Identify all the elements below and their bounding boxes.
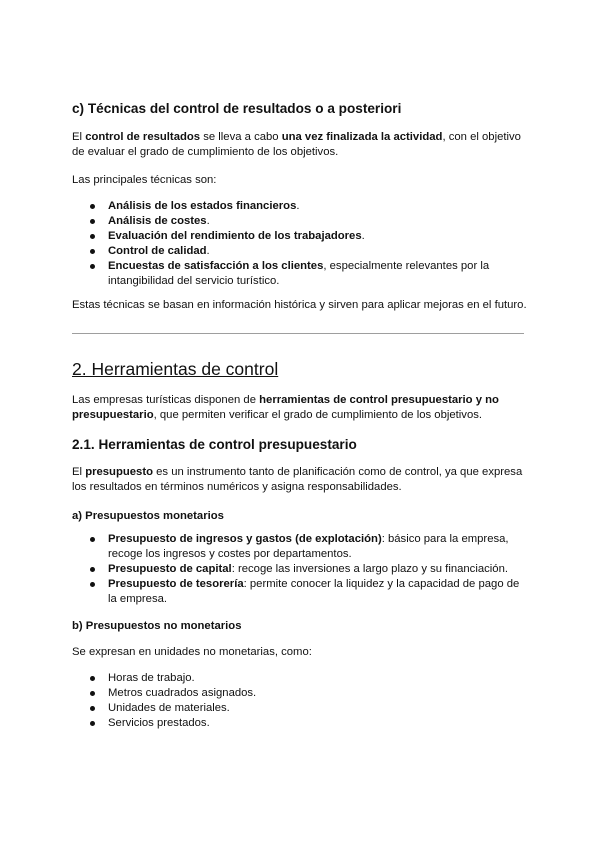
text-run: se lleva a cabo [200,131,282,143]
section-c-heading: c) Técnicas del control de resultados o a posteriori [72,101,402,116]
text-run: . [296,200,300,212]
non-monetary-budgets-label: b) Presupuestos no monetarios [72,620,242,632]
text-run: El [72,131,86,143]
section-c-intro [72,130,532,160]
text-run: . [206,215,210,227]
text-run: , con el objetivo de evaluar el grado de cumplimiento de los objetivos. [72,131,521,158]
list-item [90,562,530,577]
text-run: . [361,230,365,242]
non-monetary-lead: Se expresan en unidades no monetarias, como: [72,646,312,658]
list-item [90,532,530,562]
text-run: El [72,466,86,478]
techniques-list [90,199,530,289]
section-2-1-heading: 2.1. Herramientas de control presupuestario [72,437,357,452]
text-run: Las empresas turísticas disponen de [72,394,260,406]
list-item [90,229,530,244]
text-run: : básico para la empresa, recoge los ingresos y costes por departamentos. [108,533,509,560]
text-run: : recoge las inversiones a largo plazo y su financiación. [231,563,508,575]
monetary-budgets-label: a) Presupuestos monetarios [72,510,224,522]
bold-run: Análisis de los estados financieros [108,200,297,212]
list-item [90,259,530,289]
section-2-heading: 2. Herramientas de control [72,359,279,379]
list-item: Unidades de materiales. [90,701,530,716]
list-item [90,244,530,259]
text-run: , que permiten verificar el grado de cumplimiento de los objetivos. [153,409,483,421]
list-item: Horas de trabajo. [90,671,530,686]
list-item: Metros cuadrados asignados. [90,686,530,701]
section-2-1-intro [72,465,532,495]
non-monetary-list [90,671,530,731]
bold-run: control de resultados [85,131,201,143]
bold-run: Evaluación del rendimiento de los trabajadores [108,230,362,242]
list-item [90,577,530,607]
bold-run: Presupuesto de ingresos y gastos (de explotación) [108,533,382,545]
list-item [90,214,530,229]
bold-run: Presupuesto de capital [108,563,232,575]
bold-run: Encuestas de satisfacción a los clientes [108,260,324,272]
bold-run: Control de calidad [108,245,207,257]
bold-run: Presupuesto de tesorería [108,578,244,590]
list-item [90,199,530,214]
monetary-budgets-list [90,532,530,607]
horizontal-divider [72,333,524,334]
section-c-lead: Las principales técnicas son: [72,174,217,186]
section-c-closing: Estas técnicas se basan en información histórica y sirven para aplicar mejoras en el futuro. [72,299,527,311]
bold-run: presupuesto [85,466,153,478]
text-run: es un instrumento tanto de planificación como de control, ya que expresa los resultados en términos numéricos y asigna responsabilidades. [72,466,523,493]
list-item: Servicios prestados. [90,716,530,731]
bold-run: herramientas de control presupuestario y no presupuestario [72,394,499,421]
bold-run: una vez finalizada la actividad [281,131,443,143]
text-run: . [206,245,210,257]
section-2-intro [72,393,532,423]
bold-run: Análisis de costes [108,215,207,227]
text-run: , especialmente relevantes por la intangibilidad del servicio turístico. [108,260,490,287]
text-run: : permite conocer la liquidez y la capacidad de pago de la empresa. [108,578,520,605]
